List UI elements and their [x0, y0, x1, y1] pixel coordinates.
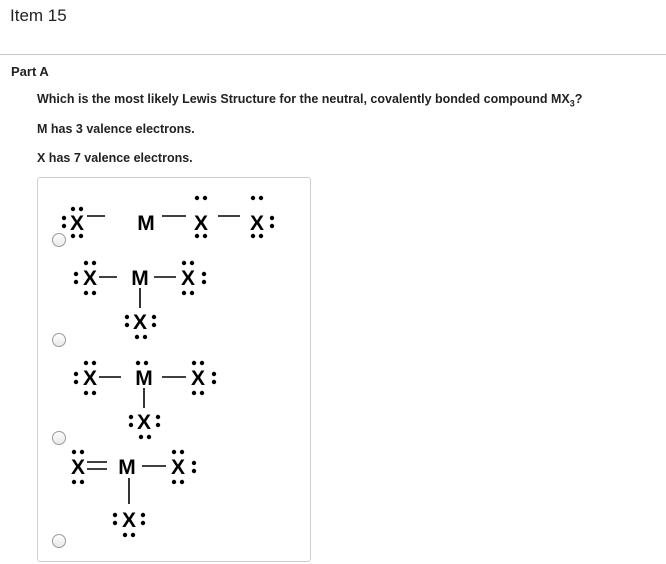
option-4-x1: X [70, 456, 86, 479]
option-1-x3: X [249, 212, 265, 235]
option-1-x1: X [69, 212, 85, 235]
question-subscript: 3 [569, 98, 575, 109]
option-1-x2: X [193, 212, 209, 235]
option-2-x2: X [180, 267, 196, 290]
option-3-x3: X [136, 411, 152, 434]
option-4-x2: X [170, 456, 186, 479]
option-2-m: M [131, 267, 149, 290]
option-4-structure [40, 446, 290, 546]
option-2-x1: X [82, 267, 98, 290]
header-divider [0, 54, 666, 55]
option-3-x2: X [190, 367, 206, 390]
option-4-m: M [118, 456, 136, 479]
fact-m: M has 3 valence electrons. [37, 122, 195, 136]
fact-x: X has 7 valence electrons. [37, 151, 193, 165]
part-label: Part A [11, 64, 49, 79]
question-text-end: ? [574, 92, 583, 106]
option-3-x1: X [82, 367, 98, 390]
question-text [37, 92, 582, 109]
option-4-x3: X [121, 509, 137, 532]
item-title: Item 15 [10, 6, 67, 25]
question-text-main: Which is the most likely Lewis Structure for the neutral, covalently bonded compound MX [37, 92, 570, 106]
option-2-x3: X [132, 311, 148, 334]
option-2-structure [40, 258, 290, 358]
option-1-m: M [137, 212, 155, 235]
option-3-structure [40, 358, 290, 458]
option-3-m: M [135, 367, 153, 390]
